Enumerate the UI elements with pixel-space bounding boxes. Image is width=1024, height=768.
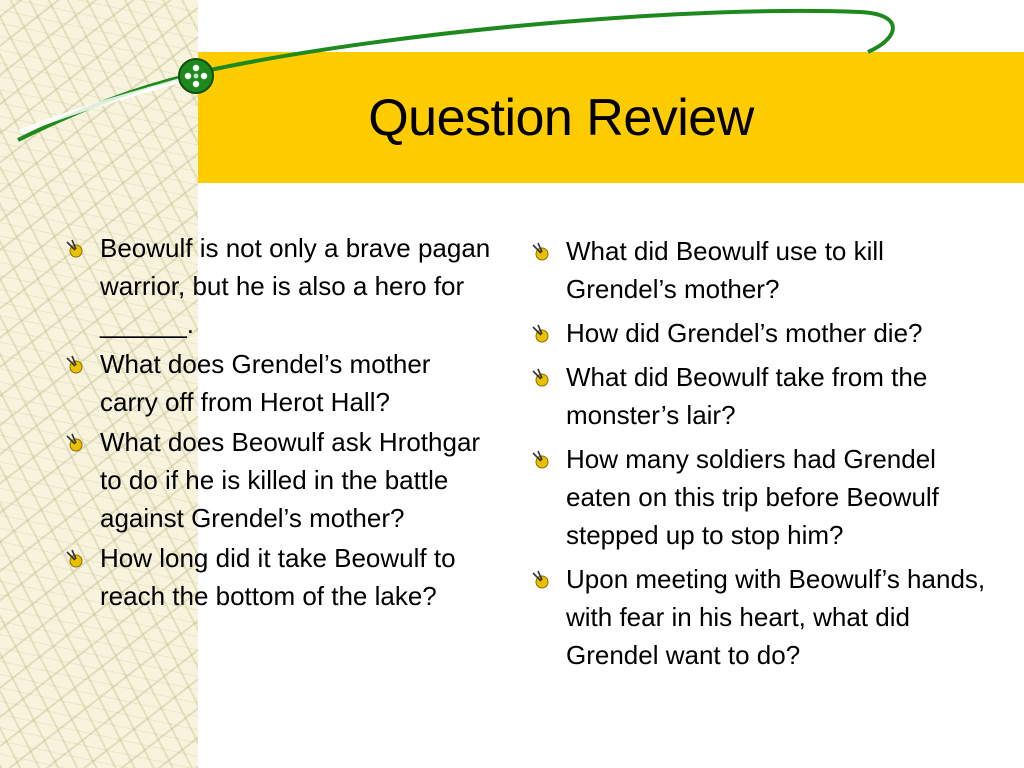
bullet-icon bbox=[64, 354, 86, 376]
question-text: How long did it take Beowulf to reach the bottom of the lake? bbox=[100, 543, 456, 611]
bullet-icon bbox=[64, 548, 86, 570]
question-text: What does Grendel’s mother carry off from Herot Hall? bbox=[100, 349, 431, 417]
bullet-icon bbox=[530, 367, 552, 389]
list-item bbox=[530, 314, 1000, 352]
list-item bbox=[64, 345, 494, 421]
list-item bbox=[64, 229, 494, 343]
list-item bbox=[530, 232, 1000, 308]
bullet-icon bbox=[64, 432, 86, 454]
bullet-icon bbox=[530, 569, 552, 591]
question-text: What did Beowulf take from the monster’s lair? bbox=[566, 362, 928, 430]
list-item bbox=[530, 358, 1000, 434]
bullet-icon bbox=[530, 241, 552, 263]
list-item bbox=[64, 539, 494, 615]
list-item bbox=[64, 423, 494, 537]
bullet-icon bbox=[530, 449, 552, 471]
list-item bbox=[530, 440, 1000, 554]
left-question-list bbox=[64, 229, 494, 617]
question-text: What does Beowulf ask Hrothgar to do if he is killed in the battle against Grendel’s mother? bbox=[100, 427, 481, 533]
swoosh-light-trail bbox=[20, 80, 182, 132]
bullet-icon bbox=[64, 238, 86, 260]
question-text: How did Grendel’s mother die? bbox=[566, 318, 923, 348]
list-item bbox=[530, 560, 1000, 674]
right-question-list bbox=[530, 232, 1000, 680]
question-text: Beowulf is not only a brave pagan warrior, but he is also a hero for ______. bbox=[100, 233, 491, 339]
question-text: How many soldiers had Grendel eaten on this trip before Beowulf stepped up to stop him? bbox=[566, 444, 939, 550]
bullet-icon bbox=[530, 323, 552, 345]
question-text: What did Beowulf use to kill Grendel’s mother? bbox=[566, 236, 884, 304]
slide-title: Question Review bbox=[368, 89, 754, 147]
question-text: Upon meeting with Beowulf’s hands, with fear in his heart, what did Grendel want to do? bbox=[566, 564, 986, 670]
